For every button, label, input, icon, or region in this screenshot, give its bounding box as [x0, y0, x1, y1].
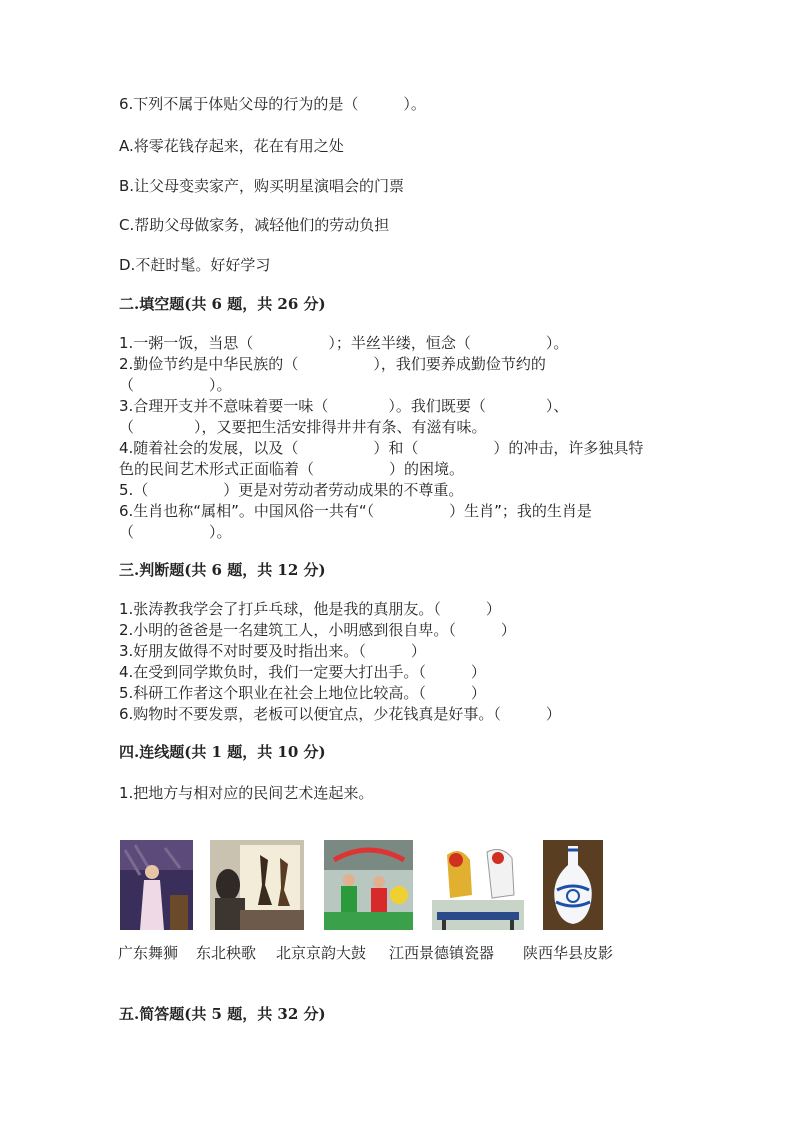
option-d: D.不赶时髦。好好学习: [119, 256, 271, 274]
matching-question: 1.把地方与相对应的民间艺术连起来。: [119, 784, 374, 802]
judge-line: 5.科研工作者这个职业在社会上地位比较高。（ ）: [119, 684, 486, 702]
fill-line: （ ）。: [119, 523, 232, 541]
shadow-puppet-photo: [210, 840, 304, 930]
judge-line: 2.小明的爸爸是一名建筑工人，小明感到很自卑。（ ）: [119, 621, 516, 639]
caption-shaanxi-shadow-puppet: 陕西华县皮影: [523, 944, 614, 962]
singer-photo: [120, 840, 193, 930]
judge-line: 6.购物时不要发票，老板可以便宜点，少花钱真是好事。（ ）: [119, 705, 561, 723]
fill-line: （ ）。: [119, 376, 232, 394]
caption-beijing-drum: 北京京韵大鼓: [276, 944, 367, 962]
yangge-dance-photo: [324, 840, 413, 930]
option-c: C.帮助父母做家务，减轻他们的劳动负担: [119, 216, 390, 234]
option-a: A.将零花钱存起来，花在有用之处: [119, 137, 344, 155]
option-b: B.让父母变卖家产，购买明星演唱会的门票: [119, 177, 405, 195]
section-5-title: 五.简答题(共 5 题，共 32 分): [119, 1005, 326, 1023]
section-3-title: 三.判断题(共 6 题，共 12 分): [119, 561, 326, 579]
fill-line: 3.合理开支并不意味着要一味（ ）。我们既要（ ）、: [119, 397, 569, 415]
caption-northeast-yangge: 东北秧歌: [196, 944, 257, 962]
fill-line: 5.（ ）更是对劳动者劳动成果的不尊重。: [119, 481, 464, 499]
porcelain-vase-photo: [543, 840, 603, 930]
section-4-title: 四.连线题(共 1 题，共 10 分): [119, 743, 326, 761]
lion-dance-photo: [432, 840, 524, 930]
fill-line: 2.勤俭节约是中华民族的（ ），我们要养成勤俭节约的: [119, 355, 546, 373]
section-2-title: 二.填空题(共 6 题，共 26 分): [119, 295, 326, 313]
fill-line: 色的民间艺术形式正面临着（ ）的困境。: [119, 460, 465, 478]
judge-line: 1.张涛教我学会了打乒乓球，他是我的真朋友。（ ）: [119, 600, 501, 618]
fill-line: 1.一粥一饭，当思（ ）；半丝半缕，恒念（ ）。: [119, 334, 569, 352]
caption-jingdezhen-porcelain: 江西景德镇瓷器: [389, 944, 495, 962]
caption-guangdong-lion-dance: 广东舞狮: [118, 944, 179, 962]
fill-line: 6.生肖也称“属相”。中国风俗一共有“（ ）生肖”；我的生肖是: [119, 502, 592, 520]
judge-line: 3.好朋友做得不对时要及时指出来。（ ）: [119, 642, 426, 660]
question-6-stem: 6.下列不属于体贴父母的行为的是（ ）。: [119, 95, 426, 113]
judge-line: 4.在受到同学欺负时，我们一定要大打出手。（ ）: [119, 663, 486, 681]
fill-line: （ ），又要把生活安排得井井有条、有滋有味。: [119, 418, 487, 436]
fill-line: 4.随着社会的发展，以及（ ）和（ ）的冲击，许多独具特: [119, 439, 644, 457]
